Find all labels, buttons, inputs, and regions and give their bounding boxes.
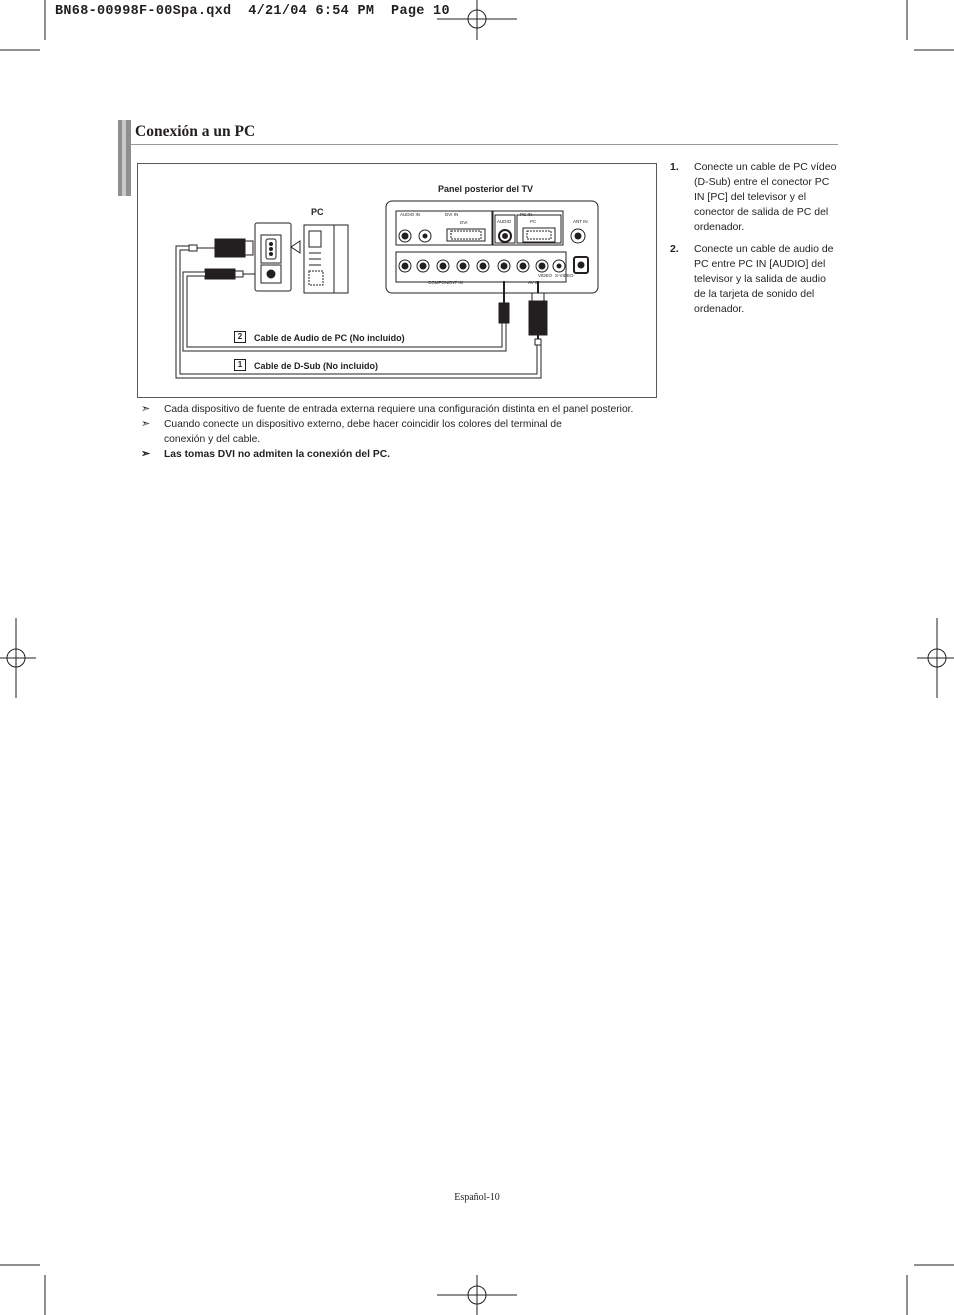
cable-number-tag: 2 [234, 331, 246, 343]
dsub-cable-label: Cable de D-Sub (No incluido) [254, 361, 378, 371]
step-text: Conecte un cable de audio de PC entre PC IN [AUDIO] del televisor y la salida de audio de la tarjeta de sonido del ordenador. [694, 243, 834, 315]
tv-dsub-plug-icon [529, 281, 547, 345]
pc-tower-icon [291, 225, 348, 293]
panel-label-dvi-in: DVI IN [445, 212, 459, 217]
page-footer: Español-10 [454, 1192, 500, 1203]
title-rule [131, 144, 838, 145]
tv-audio-plug-icon [499, 281, 509, 323]
note-item [141, 402, 661, 417]
note-item [141, 417, 604, 447]
pc-port-plate-icon [255, 223, 291, 291]
panel-label-ant-in: ANT IN [573, 219, 588, 224]
step-item [670, 160, 840, 235]
cable-number-tag: 1 [234, 359, 246, 371]
panel-label-dvi: DVI [460, 220, 468, 225]
step-text: Conecte un cable de PC vídeo (D-Sub) entre el conector PC IN [PC] del televisor y el conector de salida de PC del ordenador. [694, 161, 837, 233]
step-item [670, 242, 840, 317]
section-side-bar-highlight [122, 120, 126, 196]
pc-label: PC [311, 207, 324, 217]
instruction-steps [670, 160, 840, 324]
step-number: 1. [670, 161, 679, 173]
dsub-connector-icon [189, 239, 253, 257]
tv-panel-label: Panel posterior del TV [438, 184, 534, 194]
note-arrow-icon: ➣ [141, 448, 151, 460]
note-text: Las tomas DVI no admiten la conexión del PC. [164, 449, 391, 460]
panel-label-component-in: COMPONENT IN [428, 280, 463, 285]
panel-label-audio: AUDIO [497, 219, 512, 224]
panel-label-av-in: AV IN [528, 280, 540, 285]
note-arrow-icon: ➣ [141, 418, 151, 430]
registration-mark-icon [0, 618, 36, 698]
note-arrow-icon: ➣ [141, 403, 151, 415]
panel-label-svideo: S-VIDEO [555, 273, 574, 278]
notes-list [141, 402, 661, 462]
step-number: 2. [670, 243, 679, 255]
note-text: Cada dispositivo de fuente de entrada externa requiere una configuración distinta en el panel posterior. [164, 404, 634, 415]
audio-plug-icon [205, 269, 255, 279]
panel-label-video: VIDEO [538, 273, 553, 278]
panel-label-pc: PC [530, 219, 537, 224]
file-slug: BN68-00998F-00Spa.qxd 4/21/04 6:54 PM Page 10 [55, 4, 450, 19]
panel-label-audio-in: AUDIO IN [400, 212, 421, 217]
section-title: Conexión a un PC [135, 123, 256, 140]
connection-diagram [137, 163, 657, 398]
note-text: Cuando conecte un dispositivo externo, debe hacer coincidir los colores del terminal de conexión y del cable. [164, 419, 562, 445]
panel-label-pc-in: PC IN [520, 212, 533, 217]
audio-cable-label: Cable de Audio de PC (No incluido) [254, 333, 405, 343]
registration-mark-icon [917, 618, 954, 698]
note-item [141, 447, 661, 462]
registration-mark-icon [437, 1275, 517, 1315]
